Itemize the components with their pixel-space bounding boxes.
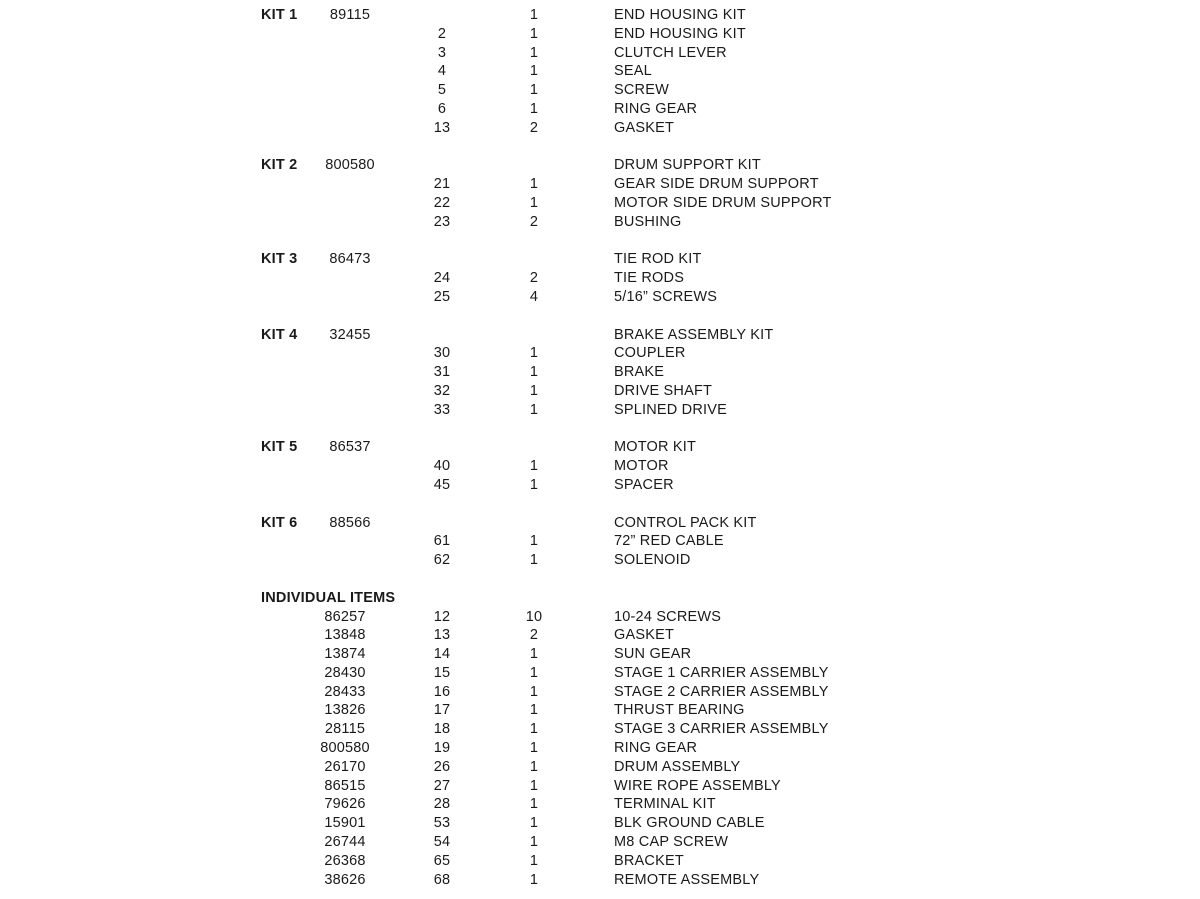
item-description: MOTOR [614,458,669,475]
item-number: 22 [433,194,451,211]
item-description: COUPLER [614,345,686,362]
item-qty: 2 [529,213,539,230]
kit-header-row [0,438,1200,457]
item-number: 23 [433,213,451,230]
item-description: STAGE 2 CARRIER ASSEMBLY [614,683,829,700]
item-description: GASKET [614,627,675,644]
kit-item-row [0,532,1200,551]
item-qty: 1 [529,552,539,569]
individual-items-title: INDIVIDUAL ITEMS [261,589,396,606]
item-qty: 1 [529,63,539,80]
kit-label: KIT 3 [261,251,298,268]
individual-item-row [0,777,1200,796]
section-spacer [0,232,1200,251]
item-number: 14 [433,646,451,663]
kit-description: MOTOR KIT [614,439,697,456]
kit-item-row [0,62,1200,81]
individual-item-row [0,758,1200,777]
item-qty: 1 [529,382,539,399]
kit-description: TIE ROD KIT [614,251,702,268]
kit-item-row [0,551,1200,570]
section-spacer [0,307,1200,326]
kit-label: KIT 4 [261,326,298,343]
part-number: 13874 [324,646,366,663]
item-description: DRUM ASSEMBLY [614,758,741,775]
item-qty: 2 [529,627,539,644]
part-number: 86257 [324,608,366,625]
item-description: 72” RED CABLE [614,533,724,550]
item-number: 54 [433,834,451,851]
kit-item-row [0,100,1200,119]
part-number: 79626 [324,796,366,813]
kit-description: CONTROL PACK KIT [614,514,757,531]
individual-item-row [0,608,1200,627]
item-description: M8 CAP SCREW [614,834,729,851]
kit-item-row [0,119,1200,138]
item-number: 24 [433,270,451,287]
item-description: TERMINAL KIT [614,796,716,813]
item-description: 10-24 SCREWS [614,608,722,625]
item-qty: 1 [529,401,539,418]
item-description: SCREW [614,82,669,99]
section-spacer [0,495,1200,514]
kit-label: KIT 5 [261,439,298,456]
item-qty: 4 [529,288,539,305]
item-description: RING GEAR [614,740,698,757]
item-number: 6 [437,100,447,117]
item-qty: 1 [529,758,539,775]
item-qty: 1 [529,364,539,381]
item-description: DRIVE SHAFT [614,382,713,399]
item-qty: 1 [529,721,539,738]
part-number: 13826 [324,702,366,719]
kit-part-number: 86473 [329,251,371,268]
kit-item-row [0,269,1200,288]
kit-header-row [0,514,1200,533]
kit-item-row [0,175,1200,194]
item-number: 33 [433,401,451,418]
item-number: 32 [433,382,451,399]
item-qty: 1 [529,664,539,681]
item-qty: 1 [529,683,539,700]
item-number: 62 [433,552,451,569]
item-description: BUSHING [614,213,682,230]
individual-item-row [0,852,1200,871]
part-number: 13848 [324,627,366,644]
item-qty: 1 [529,834,539,851]
item-number: 3 [437,44,447,61]
item-description: THRUST BEARING [614,702,745,719]
kit-item-row [0,401,1200,420]
kit-header-row [0,250,1200,269]
kit-part-number: 89115 [329,7,371,23]
kit-item-row [0,382,1200,401]
part-number: 15901 [324,815,366,832]
kit-part-number: 86537 [329,439,371,456]
item-qty: 1 [529,476,539,493]
item-description: STAGE 3 CARRIER ASSEMBLY [614,721,829,738]
individual-item-row [0,814,1200,833]
individual-item-row [0,720,1200,739]
kit-item-row [0,344,1200,363]
item-number: 21 [433,176,451,193]
kit-item-row [0,288,1200,307]
item-qty: 1 [529,82,539,99]
item-description: END HOUSING KIT [614,25,746,42]
item-qty: 1 [529,176,539,193]
item-number: 68 [433,871,451,888]
item-number: 25 [433,288,451,305]
item-number: 2 [437,25,447,42]
item-qty: 1 [529,815,539,832]
kit-item-row [0,457,1200,476]
part-number: 800580 [320,740,370,757]
item-description: REMOTE ASSEMBLY [614,871,760,888]
item-qty: 1 [529,796,539,813]
kit-header-row [0,156,1200,175]
item-description: SOLENOID [614,552,691,569]
kit-description: BRAKE ASSEMBLY KIT [614,326,774,343]
part-number: 26744 [324,834,366,851]
item-qty: 1 [529,777,539,794]
item-description: SPACER [614,476,674,493]
item-description: GASKET [614,119,675,136]
item-description: CLUTCH LEVER [614,44,727,61]
item-qty: 1 [529,345,539,362]
item-number: 18 [433,721,451,738]
kit-description: END HOUSING KIT [614,7,746,23]
item-number: 13 [433,627,451,644]
part-number: 26368 [324,852,366,869]
item-number: 40 [433,458,451,475]
individual-item-row [0,664,1200,683]
item-qty: 1 [529,871,539,888]
individual-item-row [0,701,1200,720]
item-qty: 1 [529,100,539,117]
individual-items-header-row [0,589,1200,608]
item-description: BRACKET [614,852,684,869]
kit-item-row [0,81,1200,100]
item-number: 65 [433,852,451,869]
part-number: 38626 [324,871,366,888]
item-number: 28 [433,796,451,813]
item-description: STAGE 1 CARRIER ASSEMBLY [614,664,829,681]
item-qty: 1 [529,194,539,211]
item-description: BLK GROUND CABLE [614,815,765,832]
item-qty: 1 [529,646,539,663]
item-qty: 2 [529,119,539,136]
kit-item-row [0,476,1200,495]
kit-header-row [0,326,1200,345]
item-number: 31 [433,364,451,381]
kit-item-row [0,194,1200,213]
section-spacer [0,138,1200,157]
item-number: 4 [437,63,447,80]
individual-item-row [0,871,1200,890]
item-description: 5/16” SCREWS [614,288,718,305]
item-qty: 1 [529,533,539,550]
item-number: 17 [433,702,451,719]
item-number: 13 [433,119,451,136]
kit-item-row [0,363,1200,382]
item-number: 30 [433,345,451,362]
item-description: TIE RODS [614,270,685,287]
item-number: 5 [437,82,447,99]
part-number: 28430 [324,664,366,681]
part-number: 86515 [324,777,366,794]
item-description: MOTOR SIDE DRUM SUPPORT [614,194,832,211]
item-number: 61 [433,533,451,550]
part-number: 28433 [324,683,366,700]
item-description: SPLINED DRIVE [614,401,727,418]
item-qty: 1 [529,740,539,757]
item-number: 19 [433,740,451,757]
item-number: 12 [433,608,451,625]
item-description: RING GEAR [614,100,698,117]
part-number: 26170 [324,758,366,775]
individual-item-row [0,795,1200,814]
kit-item-row [0,213,1200,232]
item-number: 27 [433,777,451,794]
individual-item-row [0,645,1200,664]
item-qty: 1 [529,25,539,42]
kit-label: KIT 6 [261,514,298,531]
kit-part-number: 32455 [329,326,371,343]
kit-header-row [0,6,1200,25]
part-number: 28115 [324,721,366,738]
parts-list [0,6,1200,889]
item-description: GEAR SIDE DRUM SUPPORT [614,176,819,193]
item-number: 26 [433,758,451,775]
kit-qty: 1 [529,7,539,23]
item-qty: 1 [529,44,539,61]
item-number: 16 [433,683,451,700]
item-number: 15 [433,664,451,681]
section-spacer [0,420,1200,439]
item-number: 45 [433,476,451,493]
item-qty: 1 [529,852,539,869]
item-qty: 1 [529,702,539,719]
individual-item-row [0,739,1200,758]
item-qty: 2 [529,270,539,287]
kit-part-number: 88566 [329,514,371,531]
kit-label: KIT 2 [261,157,298,174]
kit-item-row [0,44,1200,63]
section-spacer [0,570,1200,589]
kit-label: KIT 1 [261,7,298,23]
item-description: SEAL [614,63,652,80]
kit-item-row [0,25,1200,44]
item-description: SUN GEAR [614,646,692,663]
item-qty: 10 [525,608,543,625]
individual-item-row [0,683,1200,702]
kit-part-number: 800580 [325,157,375,174]
item-description: WIRE ROPE ASSEMBLY [614,777,781,794]
item-number: 53 [433,815,451,832]
individual-item-row [0,833,1200,852]
item-qty: 1 [529,458,539,475]
kit-description: DRUM SUPPORT KIT [614,157,761,174]
individual-item-row [0,626,1200,645]
item-description: BRAKE [614,364,665,381]
